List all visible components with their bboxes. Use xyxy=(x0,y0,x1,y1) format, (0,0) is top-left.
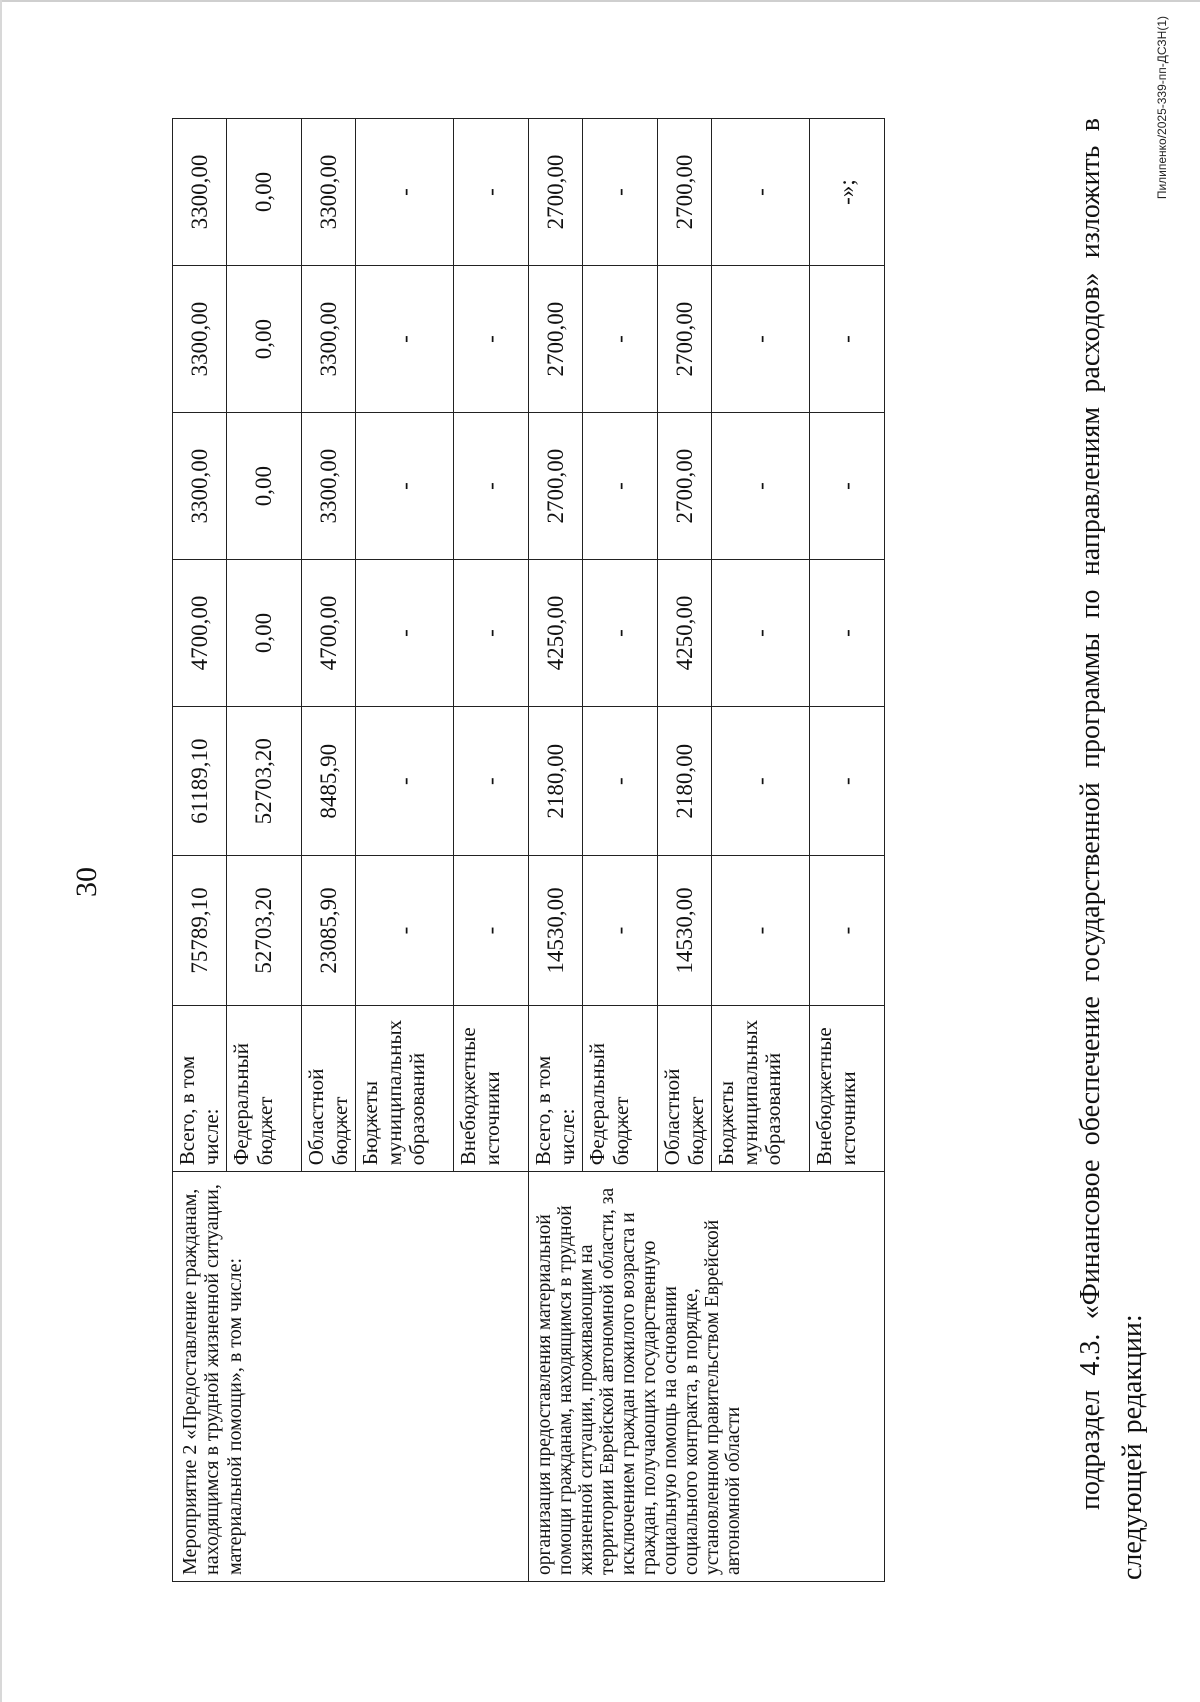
value-cell: 0,00 xyxy=(227,413,302,560)
value-cell: - xyxy=(454,856,529,1005)
value-cell: 0,00 xyxy=(227,119,302,266)
value-cell: - xyxy=(810,413,885,560)
budget-table xyxy=(172,118,885,1582)
value-cell: - xyxy=(583,856,658,1005)
table-row xyxy=(529,119,583,1582)
value-cell: - xyxy=(356,856,454,1005)
value-cell: 2180,00 xyxy=(658,707,712,856)
funding-source-cell: Областной бюджет xyxy=(658,1005,712,1172)
value-cell: - xyxy=(454,560,529,707)
value-cell: 14530,00 xyxy=(529,856,583,1005)
value-cell: 3300,00 xyxy=(302,266,356,413)
value-cell: 2180,00 xyxy=(529,707,583,856)
value-cell: 4700,00 xyxy=(302,560,356,707)
value-cell: - xyxy=(356,266,454,413)
value-cell: 3300,00 xyxy=(173,266,227,413)
funding-source-cell: Бюджеты муниципальных образований xyxy=(712,1005,810,1172)
funding-source-cell: Федеральный бюджет xyxy=(227,1005,302,1172)
value-cell: 3300,00 xyxy=(302,119,356,266)
value-cell: - xyxy=(712,856,810,1005)
funding-source-cell: Областной бюджет xyxy=(302,1005,356,1172)
funding-source-cell: Бюджеты муниципальных образований xyxy=(356,1005,454,1172)
value-cell: - xyxy=(712,119,810,266)
event-cell xyxy=(529,1172,885,1582)
value-cell: 2700,00 xyxy=(658,119,712,266)
value-cell: 3300,00 xyxy=(173,119,227,266)
value-cell: - xyxy=(810,707,885,856)
value-cell: 2700,00 xyxy=(658,266,712,413)
value-cell: - xyxy=(810,266,885,413)
value-cell: - xyxy=(454,119,529,266)
event-description: организация предоставления материальной помощи гражданам, находящимся в трудной жизненной ситуации, проживающим на территории Еврейской автономной области, за исключением граждан пожилого возраста и граждан, получающих государственную социальную помощь на основании социального контракта, в порядке, установленном правительством Еврейской автономной области xyxy=(534,1187,745,1575)
funding-source-cell: Всего, в том числе: xyxy=(173,1005,227,1172)
event-cell xyxy=(173,1172,529,1582)
value-cell: - xyxy=(712,266,810,413)
value-cell: 4700,00 xyxy=(173,560,227,707)
value-cell: - xyxy=(356,413,454,560)
value-cell: 4250,00 xyxy=(658,560,712,707)
value-cell: 2700,00 xyxy=(529,266,583,413)
value-cell: 75789,10 xyxy=(173,856,227,1005)
event-description: Мероприятие 2 «Предоставление гражданам, находящимся в трудной жизненной ситуации, материальной помощи», в том числе: xyxy=(179,1184,246,1575)
value-cell: - xyxy=(356,119,454,266)
value-cell: - xyxy=(454,413,529,560)
value-cell: - xyxy=(583,560,658,707)
value-cell: - xyxy=(356,560,454,707)
value-cell: 61189,10 xyxy=(173,707,227,856)
value-cell: 3300,00 xyxy=(302,413,356,560)
table-row xyxy=(173,119,227,1582)
value-cell: 52703,20 xyxy=(227,856,302,1005)
value-cell: 2700,00 xyxy=(658,413,712,560)
body-paragraph: подраздел 4.3. «Финансовое обеспечение государственной программы по направлениям расходов» изложить в следующей редакции: xyxy=(1075,118,1148,1580)
funding-source-cell: Внебюджетные источники xyxy=(454,1005,529,1172)
value-cell: - xyxy=(583,707,658,856)
value-cell: 23085,90 xyxy=(302,856,356,1005)
value-cell: - xyxy=(454,266,529,413)
event-mark xyxy=(246,1178,278,1575)
value-cell: 2700,00 xyxy=(529,119,583,266)
value-cell: - xyxy=(356,707,454,856)
page-number: 30 xyxy=(70,867,103,897)
value-cell: - xyxy=(712,707,810,856)
value-cell: - xyxy=(712,560,810,707)
value-cell: 2700,00 xyxy=(529,413,583,560)
value-cell: - xyxy=(712,413,810,560)
value-cell: -»; xyxy=(810,119,885,266)
funding-source-cell: Внебюджетные источники xyxy=(810,1005,885,1172)
funding-source-cell: Федеральный бюджет xyxy=(583,1005,658,1172)
value-cell: 3300,00 xyxy=(173,413,227,560)
value-cell: - xyxy=(583,413,658,560)
value-cell: - xyxy=(810,856,885,1005)
value-cell: - xyxy=(454,707,529,856)
value-cell: 0,00 xyxy=(227,560,302,707)
value-cell: 4250,00 xyxy=(529,560,583,707)
value-cell: - xyxy=(810,560,885,707)
value-cell: 0,00 xyxy=(227,266,302,413)
value-cell: - xyxy=(583,266,658,413)
value-cell: 14530,00 xyxy=(658,856,712,1005)
value-cell: 8485,90 xyxy=(302,707,356,856)
document-footer-id: Пилипенко/2025-339-пп-ДСЗН(1) xyxy=(1155,16,1169,200)
funding-source-cell: Всего, в том числе: xyxy=(529,1005,583,1172)
value-cell: 52703,20 xyxy=(227,707,302,856)
value-cell: - xyxy=(583,119,658,266)
